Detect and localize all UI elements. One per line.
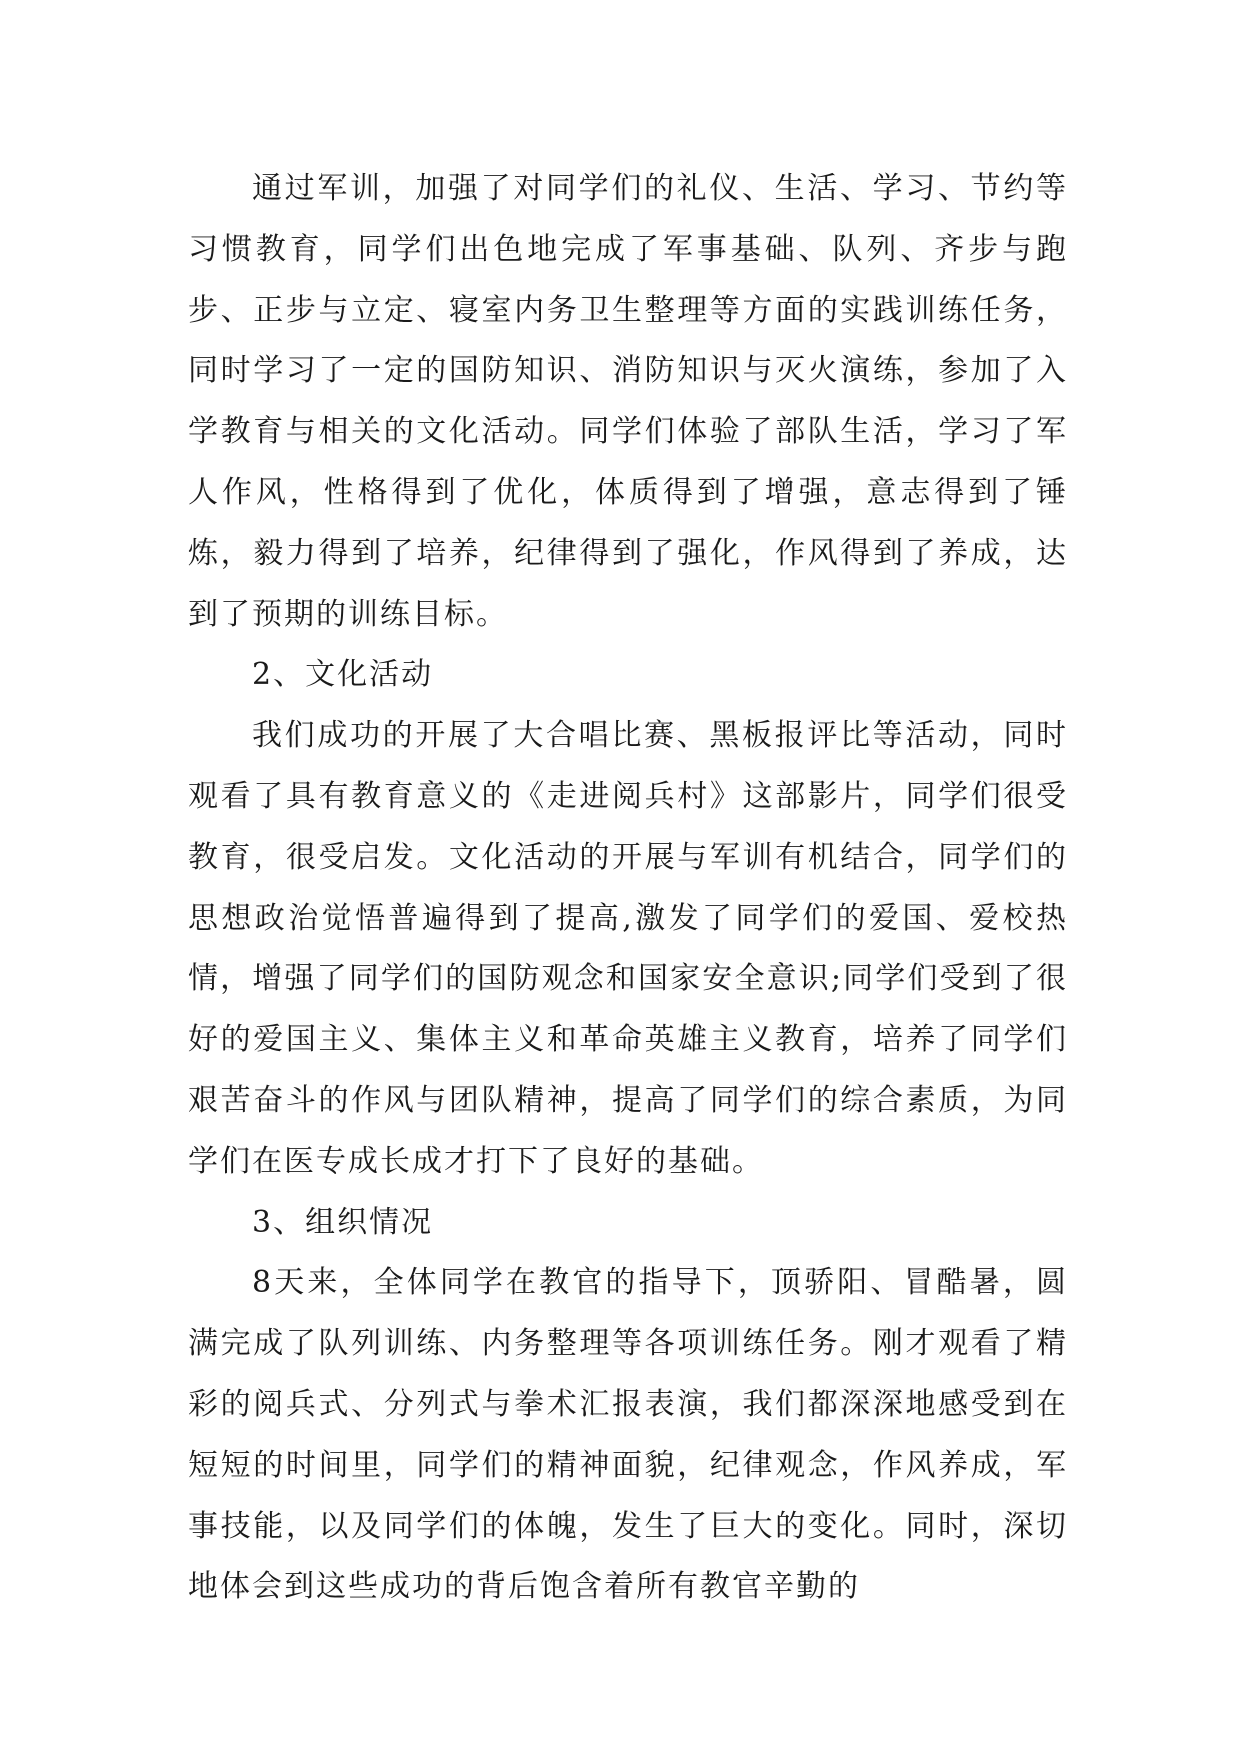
section-heading-cultural-activities: 2、文化活动 xyxy=(252,657,434,693)
paragraph-organization: 8天来，全体同学在教官的指导下，顶骄阳、冒酷暑，圆满完成了队列训练、内务整理等各项训练任务。刚才观看了精彩的阅兵式、分列式与拳术汇报表演，我们都深深地感受到在短短的时间里，同学们的精神面貌，纪律观念，作风养成，军事技能，以及同学们的体魄，发生了巨大的变化。同时，深切地体会到这些成功的背后饱含着所有教官辛勤的 xyxy=(188,1265,1068,1605)
paragraph-cultural-activities: 我们成功的开展了大合唱比赛、黑板报评比等活动，同时观看了具有教育意义的《走进阅兵村》这部影片，同学们很受教育，很受启发。文化活动的开展与军训有机结合，同学们的思想政治觉悟普遍得到了提高,激发了同学们的爱国、爱校热情，增强了同学们的国防观念和国家安全意识;同学们受到了很好的爱国主义、集体主义和革命英雄主义教育，培养了同学们艰苦奋斗的作风与团队精神，提高了同学们的综合素质，为同学们在医专成长成才打下了良好的基础。 xyxy=(188,718,1068,1179)
section-heading-organization: 3、组织情况 xyxy=(252,1204,434,1240)
document-body xyxy=(188,159,1068,1618)
paragraph-military-training-summary: 通过军训，加强了对同学们的礼仪、生活、学习、节约等习惯教育，同学们出色地完成了军事基础、队列、齐步与跑步、正步与立定、寝室内务卫生整理等方面的实践训练任务，同时学习了一定的国防知识、消防知识与灭火演练，参加了入学教育与相关的文化活动。同学们体验了部队生活，学习了军人作风，性格得到了优化，体质得到了增强，意志得到了锤炼，毅力得到了培养，纪律得到了强化，作风得到了养成，达到了预期的训练目标。 xyxy=(188,171,1068,632)
